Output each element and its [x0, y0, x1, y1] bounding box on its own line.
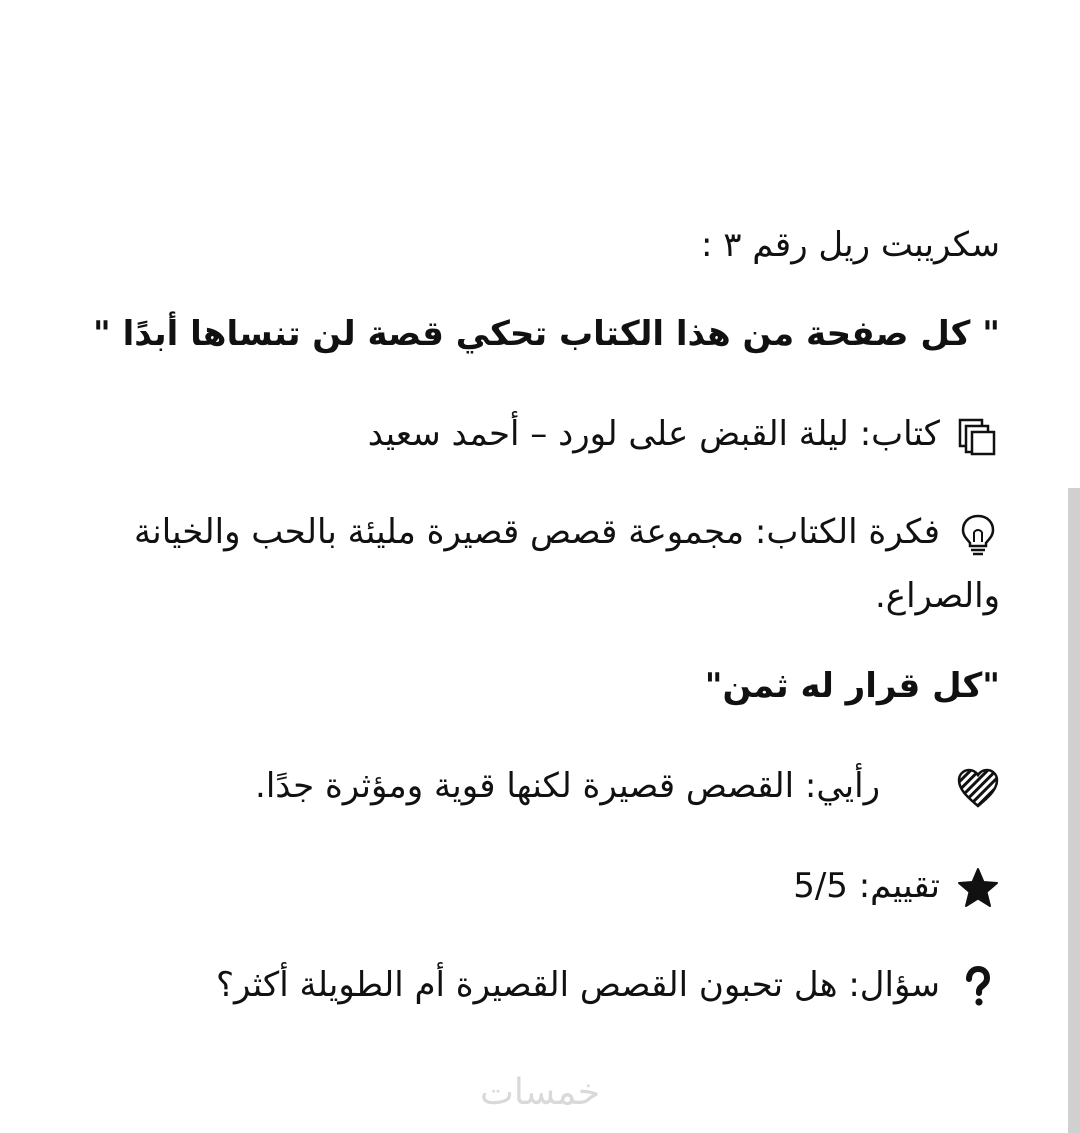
heart-icon — [956, 766, 1000, 810]
idea-line-text: فكرة الكتاب: مجموعة قصص قصيرة مليئة بالحب والخيانة والصراع. — [134, 512, 1000, 616]
script-title-text: سكريبت ريل رقم ٣ : — [700, 225, 1000, 265]
hook-quote — [60, 304, 1000, 364]
decision-quote-text: "كل قرار له ثمن" — [704, 666, 1000, 706]
book-line — [60, 404, 1000, 464]
watermark: خمسات — [479, 1072, 601, 1113]
question-line-text: سؤال: هل تحبون القصص القصيرة أم الطويلة أكثر؟ — [215, 965, 940, 1005]
opinion-line — [60, 756, 1000, 816]
book-line-text: كتاب: ليلة القبض على لورد – أحمد سعيد — [367, 414, 940, 454]
question-mark-icon — [956, 965, 1000, 1009]
lightbulb-icon — [956, 512, 1000, 556]
hook-quote-text: " كل صفحة من هذا الكتاب تحكي قصة لن تنساها أبدًا " — [93, 314, 1000, 354]
books-icon — [956, 414, 1000, 458]
rating-line — [60, 856, 1000, 916]
script-title — [60, 215, 1000, 275]
star-icon — [956, 866, 1000, 910]
rating-line-text: تقييم: 5/5 — [793, 866, 940, 906]
vertical-scrollbar[interactable] — [1068, 488, 1080, 1133]
question-line — [60, 955, 1000, 1015]
decision-quote — [60, 656, 1000, 716]
opinion-line-text: رأيي: القصص قصيرة لكنها قوية ومؤثرة جدًا. — [255, 766, 880, 806]
idea-line — [130, 500, 1000, 628]
